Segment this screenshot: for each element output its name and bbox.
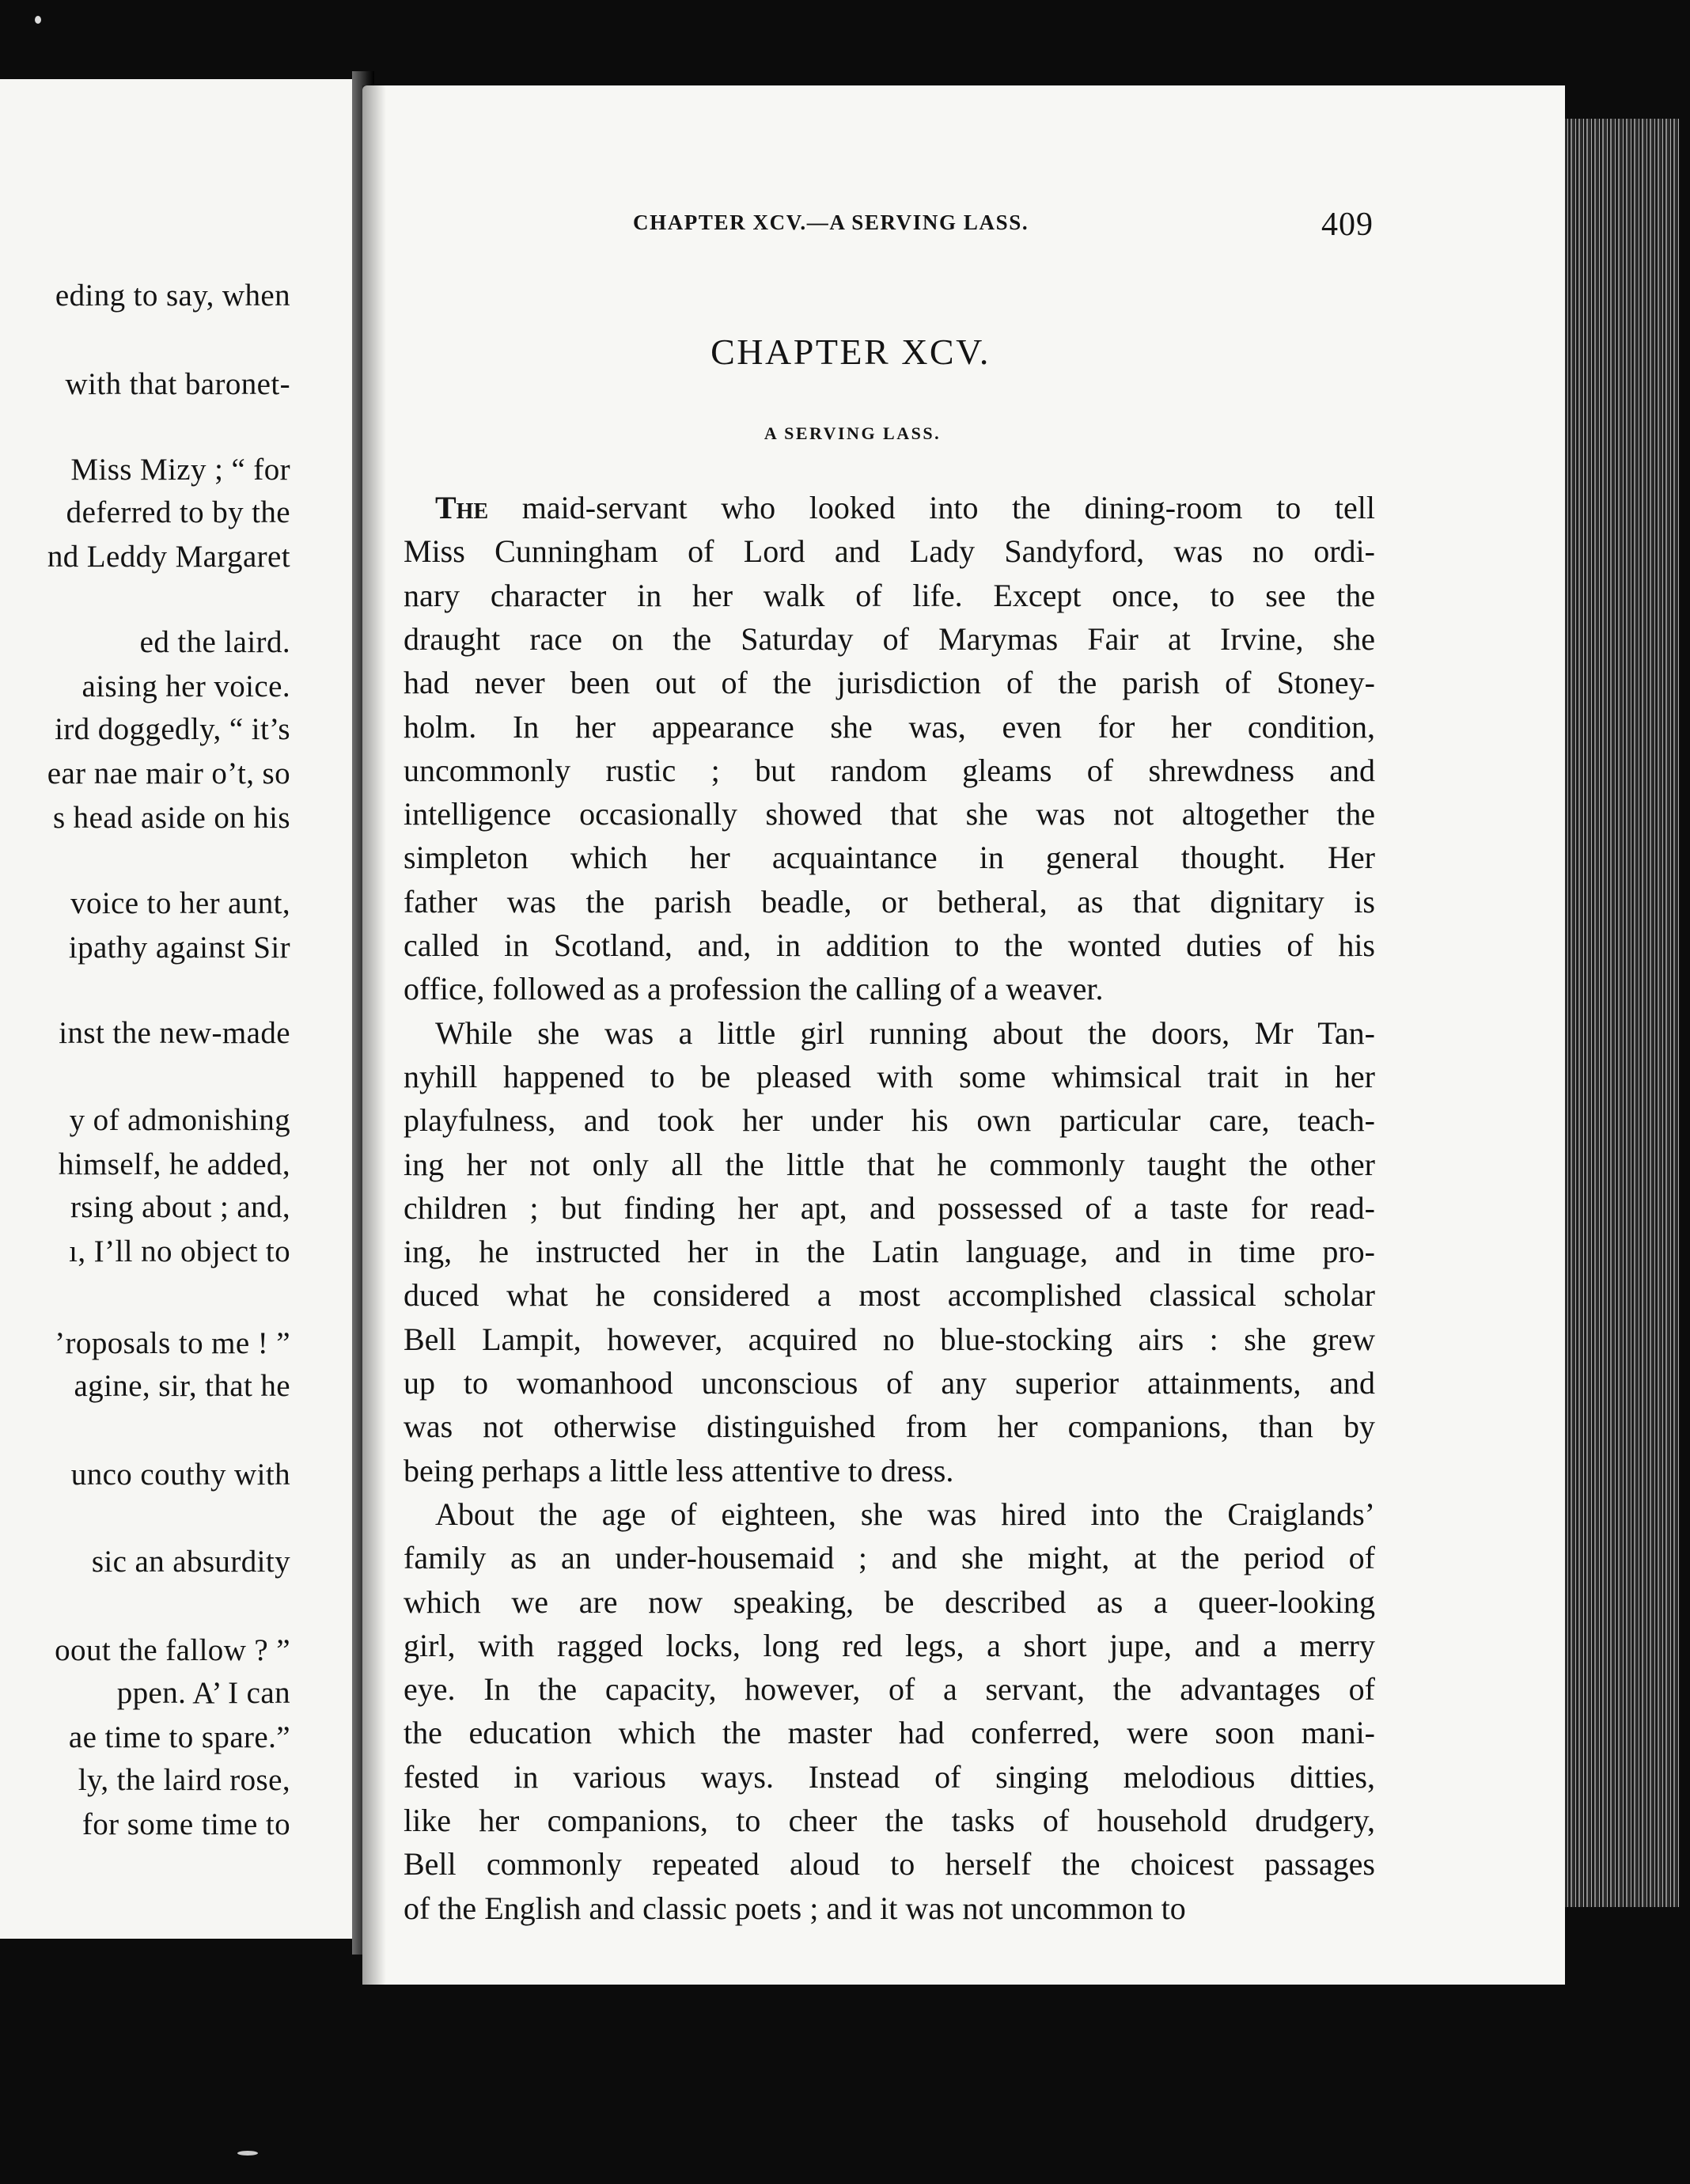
chapter-subtitle: A SERVING LASS. [764, 423, 942, 443]
left-page-line: with that baronet- [65, 367, 290, 401]
left-page-line: oout the fallow ? ” [55, 1633, 290, 1667]
drop-word: The [435, 490, 489, 525]
body-line: uncommonly rustic ; but random gleams of shrewdness and [404, 752, 1375, 788]
left-page-line: Miss Mizy ; “ for [70, 453, 290, 487]
body-line: like her companions, to cheer the tasks of household drudgery, [404, 1803, 1375, 1838]
body-line: intelligence occasionally showed that she was not altogether the [404, 796, 1375, 832]
left-page-line: ear nae mair o’t, so [47, 756, 290, 791]
body-line: eye. In the capacity, however, of a servant, the advantages of [404, 1671, 1375, 1708]
left-page-line: aising her voice. [81, 669, 290, 703]
left-page-line: ’roposals to me ! ” [55, 1326, 290, 1360]
left-page-line: eding to say, when [55, 279, 290, 313]
body-line: holm. In her appearance she was, even for her condition, [404, 708, 1375, 745]
scan-speck [35, 16, 41, 24]
body-line: the education which the master had conferred, were soon mani- [404, 1715, 1375, 1751]
body-line: children ; but finding her apt, and possessed of a taste for read- [404, 1189, 1375, 1226]
body-line: fested in various ways. Instead of singing melodious ditties, [404, 1758, 1375, 1795]
body-line: girl, with ragged locks, long red legs, a short jupe, and a merry [404, 1627, 1375, 1663]
left-page-line: for some time to [81, 1807, 290, 1841]
body-line: nyhill happened to be pleased with some whimsical trait in her [404, 1058, 1375, 1094]
left-page-line: ae time to spare.” [68, 1720, 290, 1754]
body-line: father was the parish beadle, or betheral, as that dignitary is [404, 883, 1375, 919]
left-page-line: ird doggedly, “ it’s [55, 712, 290, 746]
body-line: Miss Cunningham of Lord and Lady Sandyford, was no ordi- [404, 533, 1375, 570]
scan-speck [237, 2151, 258, 2156]
left-page-line: ed the laird. [139, 625, 290, 659]
left-page-line: sic an absurdity [91, 1545, 290, 1579]
body-line: being perhaps a little less attentive to dress. [404, 1452, 954, 1488]
left-page-line: inst the new-made [59, 1016, 290, 1050]
chapter-title: CHAPTER XCV. [710, 332, 991, 372]
running-head: CHAPTER XCV.—A SERVING LASS. [633, 210, 1029, 234]
left-page-line: deferred to by the [66, 495, 290, 529]
left-page-line: ppen. A’ I can [116, 1676, 290, 1710]
body-line: which we are now speaking, be described as a queer-looking [404, 1583, 1375, 1620]
body-line: The maid-servant who looked into the dining-room to tell [435, 490, 1375, 525]
page-number: 409 [1321, 207, 1374, 243]
left-page-line: unco couthy with [70, 1458, 290, 1492]
page-edges [1560, 119, 1679, 1907]
body-line: About the age of eighteen, she was hired into the Craiglands’ [435, 1496, 1375, 1532]
body-line: Bell commonly repeated aloud to herself the choicest passages [404, 1846, 1375, 1883]
left-page-line: rsing about ; and, [70, 1190, 290, 1224]
body-line: Bell Lampit, however, acquired no blue-stocking airs : she grew [404, 1321, 1375, 1357]
body-line: While she was a little girl running about the doors, Mr Tan- [435, 1014, 1375, 1051]
left-page-line: s head aside on his [52, 801, 290, 835]
left-page-line: y of admonishing [69, 1103, 290, 1137]
left-page-line: voice to her aunt, [70, 886, 290, 920]
body-line: of the English and classic poets ; and it was not uncommon to [404, 1890, 1186, 1926]
body-line: draught race on the Saturday of Marymas Fair at Irvine, she [404, 620, 1375, 657]
left-page-line: ı, I’ll no object to [69, 1234, 290, 1268]
left-page-line: ly, the laird rose, [78, 1763, 290, 1797]
body-line: up to womanhood unconscious of any superior attainments, and [404, 1365, 1375, 1401]
left-page-line: himself, he added, [58, 1147, 290, 1181]
body-line: ing, he instructed her in the Latin language, and in time pro- [404, 1234, 1375, 1270]
body-line: was not otherwise distinguished from her companions, than by [404, 1409, 1375, 1445]
body-line: family as an under-housemaid ; and she might, at the period of [404, 1540, 1375, 1576]
left-page-line: agine, sir, that he [74, 1369, 290, 1403]
left-page-line: ipathy against Sir [68, 931, 290, 965]
body-line: simpleton which her acquaintance in general thought. Her [404, 840, 1375, 876]
body-line: ing her not only all the little that he commonly taught the other [404, 1146, 1375, 1182]
body-line: nary character in her walk of life. Except once, to see the [404, 577, 1375, 613]
body-line: playfulness, and took her under his own particular care, teach- [404, 1102, 1375, 1139]
body-line: had never been out of the jurisdiction of the parish of Stoney- [404, 665, 1375, 701]
body-line: called in Scotland, and, in addition to the wonted duties of his [404, 927, 1375, 963]
left-page-line: nd Leddy Margaret [47, 540, 290, 574]
body-line: duced what he considered a most accomplished classical scholar [404, 1277, 1375, 1314]
body-line: office, followed as a profession the calling of a weaver. [404, 971, 1104, 1007]
